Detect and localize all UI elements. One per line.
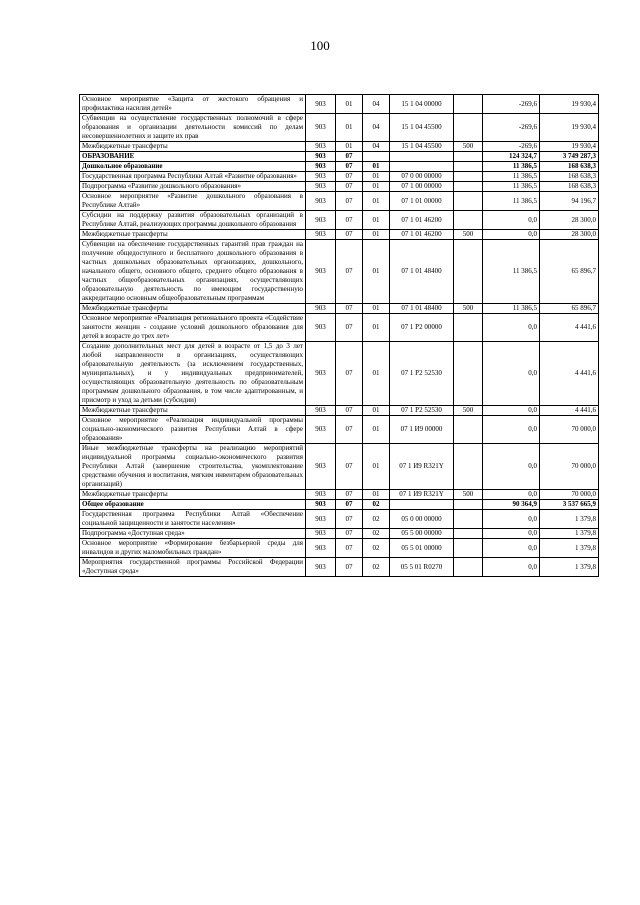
amount-total-cell: 94 196,7 [540, 192, 599, 211]
amount-total-cell: 65 896,7 [540, 304, 599, 314]
expense-name-cell: Государственная программа Республики Алтай «Развитие образования» [80, 172, 306, 182]
amount-change-cell: 0,0 [483, 314, 540, 342]
department-code-cell: 903 [306, 304, 336, 314]
amount-total-cell: 19 930,4 [540, 95, 599, 114]
target-article-code-cell: 05 5 00 00000 [390, 529, 454, 539]
table-row [80, 142, 599, 152]
expense-name-cell: Подпрограмма «Развитие дошкольного образования» [80, 182, 306, 192]
section-code-cell: 01 [336, 142, 363, 152]
expense-type-code-cell: 500 [454, 230, 483, 240]
amount-total-cell: 168 638,3 [540, 172, 599, 182]
amount-change-cell: 0,0 [483, 490, 540, 500]
expense-name-cell: Межбюджетные трансферты [80, 230, 306, 240]
subsection-code-cell: 01 [363, 406, 390, 416]
section-code-cell: 07 [336, 211, 363, 230]
subsection-code-cell: 01 [363, 192, 390, 211]
amount-change-cell: -269,6 [483, 95, 540, 114]
department-code-cell: 903 [306, 162, 336, 172]
amount-total-cell: 70 000,0 [540, 490, 599, 500]
amount-change-cell: 11 386,5 [483, 162, 540, 172]
target-article-code-cell: 15 1 04 45500 [390, 114, 454, 142]
table-row [80, 406, 599, 416]
expense-name-cell: Иные межбюджетные трансферты на реализацию мероприятий индивидуальной программы социально-экономического развития Республики Алтай (завершение строительства, укомплектование средствами обучения и воспитания, мягким инвентарем образовательных организаций) [80, 444, 306, 490]
expense-name-cell: Основное мероприятие «Развитие дошкольного образования в Республике Алтай» [80, 192, 306, 211]
expense-name-cell: Основное мероприятие «Защита от жестокого обращения и профилактика насилия детей» [80, 95, 306, 114]
expense-name-cell: Основное мероприятие «Реализация индивидуальной программы социально-экономического развития Республики Алтай в сфере образования» [80, 416, 306, 444]
target-article-code-cell: 07 1 01 00000 [390, 192, 454, 211]
department-code-cell: 903 [306, 240, 336, 304]
department-code-cell: 903 [306, 211, 336, 230]
target-article-code-cell: 05 5 01 R0270 [390, 558, 454, 577]
section-code-cell: 07 [336, 490, 363, 500]
section-code-cell: 07 [336, 192, 363, 211]
target-article-code-cell: 07 0 00 00000 [390, 172, 454, 182]
budget-table [79, 94, 599, 577]
department-code-cell: 903 [306, 192, 336, 211]
subsection-code-cell: 01 [363, 314, 390, 342]
amount-change-cell: 0,0 [483, 230, 540, 240]
section-code-cell: 07 [336, 406, 363, 416]
table-row [80, 558, 599, 577]
table-row [80, 230, 599, 240]
expense-type-code-cell: 500 [454, 304, 483, 314]
expense-name-cell: ОБРАЗОВАНИЕ [80, 152, 306, 162]
department-code-cell: 903 [306, 182, 336, 192]
amount-total-cell: 1 379,8 [540, 558, 599, 577]
subsection-code-cell: 02 [363, 558, 390, 577]
table-row [80, 240, 599, 304]
department-code-cell: 903 [306, 444, 336, 490]
amount-change-cell: 0,0 [483, 510, 540, 529]
subsection-code-cell: 01 [363, 230, 390, 240]
section-code-cell: 07 [336, 416, 363, 444]
expense-name-cell: Создание дополнительных мест для детей в возрасте от 1,5 до 3 лет любой направленности в организациях, осуществляющих образовательную деятельность (за исключением государственных, муниципальных), и у индивидуальных предпринимателей, осуществляющих образовательную деятельность по образовательным программам дошкольного образования, в том числе адаптированным, и присмотр и уход за детьми (субсидии) [80, 342, 306, 406]
expense-type-code-cell [454, 314, 483, 342]
table-row [80, 529, 599, 539]
expense-type-code-cell [454, 172, 483, 182]
amount-change-cell: -269,6 [483, 142, 540, 152]
expense-name-cell: Подпрограмма «Доступная среда» [80, 529, 306, 539]
department-code-cell: 903 [306, 529, 336, 539]
table-row [80, 444, 599, 490]
table-row [80, 539, 599, 558]
amount-change-cell: 0,0 [483, 539, 540, 558]
expense-type-code-cell [454, 558, 483, 577]
target-article-code-cell: 07 1 P2 52530 [390, 342, 454, 406]
amount-change-cell: 0,0 [483, 406, 540, 416]
table-row [80, 114, 599, 142]
target-article-code-cell: 07 1 И9 00000 [390, 416, 454, 444]
expense-type-code-cell [454, 114, 483, 142]
target-article-code-cell [390, 152, 454, 162]
amount-total-cell: 1 379,8 [540, 510, 599, 529]
expense-name-cell: Субвенции на осуществление государственных полномочий в сфере образования и организации деятельности комиссий по делам несовершеннолетних и защите их прав [80, 114, 306, 142]
amount-total-cell: 28 300,0 [540, 211, 599, 230]
table-row [80, 211, 599, 230]
section-code-cell: 01 [336, 114, 363, 142]
subsection-code-cell: 01 [363, 490, 390, 500]
expense-name-cell: Государственная программа Республики Алтай «Обеспечение социальной защищенности и занятости населения» [80, 510, 306, 529]
amount-total-cell: 1 379,8 [540, 529, 599, 539]
expense-name-cell: Межбюджетные трансферты [80, 406, 306, 416]
expense-type-code-cell [454, 510, 483, 529]
subsection-code-cell: 01 [363, 172, 390, 182]
target-article-code-cell: 07 1 И9 R321Y [390, 444, 454, 490]
target-article-code-cell: 07 1 И9 R321Y [390, 490, 454, 500]
target-article-code-cell: 07 1 01 46200 [390, 230, 454, 240]
section-code-cell: 07 [336, 172, 363, 182]
table-row [80, 342, 599, 406]
section-code-cell: 07 [336, 539, 363, 558]
amount-total-cell: 4 441,6 [540, 314, 599, 342]
department-code-cell: 903 [306, 230, 336, 240]
expense-name-cell: Основное мероприятие «Реализация регионального проекта «Содействие занятости женщин - создание условий дошкольного образования для детей в возрасте до трех лет» [80, 314, 306, 342]
subsection-code-cell: 02 [363, 500, 390, 510]
expense-type-code-cell [454, 152, 483, 162]
expense-name-cell: Основное мероприятие «Формирование безбарьерной среды для инвалидов и других маломобильных граждан» [80, 539, 306, 558]
table-row [80, 182, 599, 192]
amount-total-cell: 19 930,4 [540, 114, 599, 142]
amount-total-cell: 168 638,3 [540, 182, 599, 192]
subsection-code-cell: 01 [363, 342, 390, 406]
amount-total-cell: 4 441,6 [540, 406, 599, 416]
amount-total-cell: 19 930,4 [540, 142, 599, 152]
page-number: 100 [310, 38, 330, 53]
expense-type-code-cell: 500 [454, 142, 483, 152]
target-article-code-cell: 07 1 00 00000 [390, 182, 454, 192]
section-code-cell: 07 [336, 510, 363, 529]
amount-change-cell: 0,0 [483, 342, 540, 406]
target-article-code-cell: 07 1 01 48400 [390, 304, 454, 314]
expense-type-code-cell [454, 211, 483, 230]
table-row [80, 416, 599, 444]
amount-total-cell: 70 000,0 [540, 444, 599, 490]
department-code-cell: 903 [306, 510, 336, 529]
expense-type-code-cell: 500 [454, 406, 483, 416]
expense-type-code-cell [454, 539, 483, 558]
target-article-code-cell [390, 162, 454, 172]
target-article-code-cell: 07 1 01 48400 [390, 240, 454, 304]
amount-change-cell: -269,6 [483, 114, 540, 142]
department-code-cell: 903 [306, 172, 336, 182]
table-row [80, 490, 599, 500]
subsection-code-cell: 01 [363, 162, 390, 172]
subsection-code-cell [363, 152, 390, 162]
section-code-cell: 07 [336, 240, 363, 304]
amount-change-cell: 0,0 [483, 529, 540, 539]
section-code-cell: 07 [336, 529, 363, 539]
expense-type-code-cell [454, 192, 483, 211]
target-article-code-cell: 15 1 04 00000 [390, 95, 454, 114]
section-code-cell: 07 [336, 162, 363, 172]
expense-name-cell: Межбюджетные трансферты [80, 490, 306, 500]
subsection-code-cell: 01 [363, 240, 390, 304]
expense-type-code-cell [454, 182, 483, 192]
section-code-cell: 07 [336, 304, 363, 314]
table-row [80, 500, 599, 510]
department-code-cell: 903 [306, 406, 336, 416]
amount-total-cell: 3 537 665,9 [540, 500, 599, 510]
department-code-cell: 903 [306, 142, 336, 152]
amount-change-cell: 11 386,5 [483, 182, 540, 192]
expense-type-code-cell [454, 416, 483, 444]
target-article-code-cell [390, 500, 454, 510]
section-code-cell: 07 [336, 230, 363, 240]
amount-total-cell: 168 638,3 [540, 162, 599, 172]
department-code-cell: 903 [306, 539, 336, 558]
table-row [80, 192, 599, 211]
department-code-cell: 903 [306, 558, 336, 577]
subsection-code-cell: 02 [363, 510, 390, 529]
section-code-cell: 07 [336, 500, 363, 510]
section-code-cell: 07 [336, 342, 363, 406]
expense-type-code-cell: 500 [454, 490, 483, 500]
table-row [80, 95, 599, 114]
subsection-code-cell: 01 [363, 182, 390, 192]
table-row [80, 304, 599, 314]
department-code-cell: 903 [306, 500, 336, 510]
section-code-cell: 07 [336, 444, 363, 490]
section-code-cell: 07 [336, 558, 363, 577]
amount-total-cell: 65 896,7 [540, 240, 599, 304]
amount-change-cell: 11 386,5 [483, 172, 540, 182]
section-code-cell: 07 [336, 314, 363, 342]
expense-type-code-cell [454, 95, 483, 114]
amount-change-cell: 11 386,5 [483, 192, 540, 211]
department-code-cell: 903 [306, 95, 336, 114]
department-code-cell: 903 [306, 314, 336, 342]
expense-type-code-cell [454, 342, 483, 406]
department-code-cell: 903 [306, 416, 336, 444]
section-code-cell: 07 [336, 182, 363, 192]
expense-type-code-cell [454, 240, 483, 304]
table-row [80, 314, 599, 342]
section-code-cell: 07 [336, 152, 363, 162]
target-article-code-cell: 15 1 04 45500 [390, 142, 454, 152]
expense-type-code-cell [454, 500, 483, 510]
amount-change-cell: 11 386,5 [483, 304, 540, 314]
subsection-code-cell: 01 [363, 444, 390, 490]
subsection-code-cell: 04 [363, 142, 390, 152]
expense-type-code-cell [454, 529, 483, 539]
amount-change-cell: 0,0 [483, 444, 540, 490]
section-code-cell: 01 [336, 95, 363, 114]
subsection-code-cell: 02 [363, 529, 390, 539]
expense-name-cell: Субсидии на поддержку развития образовательных организаций в Республике Алтай, реализующих программы дошкольного образования [80, 211, 306, 230]
table-row [80, 152, 599, 162]
subsection-code-cell: 04 [363, 95, 390, 114]
target-article-code-cell: 07 1 01 46200 [390, 211, 454, 230]
table-row [80, 162, 599, 172]
target-article-code-cell: 07 1 P2 00000 [390, 314, 454, 342]
expense-type-code-cell [454, 444, 483, 490]
expense-type-code-cell [454, 162, 483, 172]
target-article-code-cell: 05 5 01 00000 [390, 539, 454, 558]
department-code-cell: 903 [306, 114, 336, 142]
expense-name-cell: Общее образование [80, 500, 306, 510]
amount-total-cell: 4 441,6 [540, 342, 599, 406]
expense-name-cell: Межбюджетные трансферты [80, 304, 306, 314]
table-row [80, 510, 599, 529]
amount-change-cell: 0,0 [483, 558, 540, 577]
department-code-cell: 903 [306, 490, 336, 500]
department-code-cell: 903 [306, 342, 336, 406]
subsection-code-cell: 04 [363, 114, 390, 142]
subsection-code-cell: 02 [363, 539, 390, 558]
expense-name-cell: Межбюджетные трансферты [80, 142, 306, 152]
target-article-code-cell: 05 0 00 00000 [390, 510, 454, 529]
expense-name-cell: Мероприятия государственной программы Российской Федерации «Доступная среда» [80, 558, 306, 577]
expense-name-cell: Дошкольное образование [80, 162, 306, 172]
subsection-code-cell: 01 [363, 416, 390, 444]
amount-change-cell: 90 364,9 [483, 500, 540, 510]
subsection-code-cell: 01 [363, 211, 390, 230]
amount-change-cell: 0,0 [483, 211, 540, 230]
amount-total-cell: 1 379,8 [540, 539, 599, 558]
target-article-code-cell: 07 1 P2 52530 [390, 406, 454, 416]
expense-name-cell: Субвенции на обеспечение государственных гарантий прав граждан на получение общедоступного и бесплатного дошкольного образования в частных дошкольных образовательных организациях, дошкольного, начального общего, основного общего, среднего общего образования в частных общеобразовательных организациях, осуществляющих образовательную деятельность по имеющим государственную аккредитацию основным общеобразовательным программам [80, 240, 306, 304]
amount-total-cell: 70 000,0 [540, 416, 599, 444]
amount-total-cell: 28 300,0 [540, 230, 599, 240]
department-code-cell: 903 [306, 152, 336, 162]
amount-change-cell: 124 324,7 [483, 152, 540, 162]
amount-change-cell: 0,0 [483, 416, 540, 444]
amount-total-cell: 3 749 287,3 [540, 152, 599, 162]
amount-change-cell: 11 386,5 [483, 240, 540, 304]
subsection-code-cell: 01 [363, 304, 390, 314]
table-row [80, 172, 599, 182]
